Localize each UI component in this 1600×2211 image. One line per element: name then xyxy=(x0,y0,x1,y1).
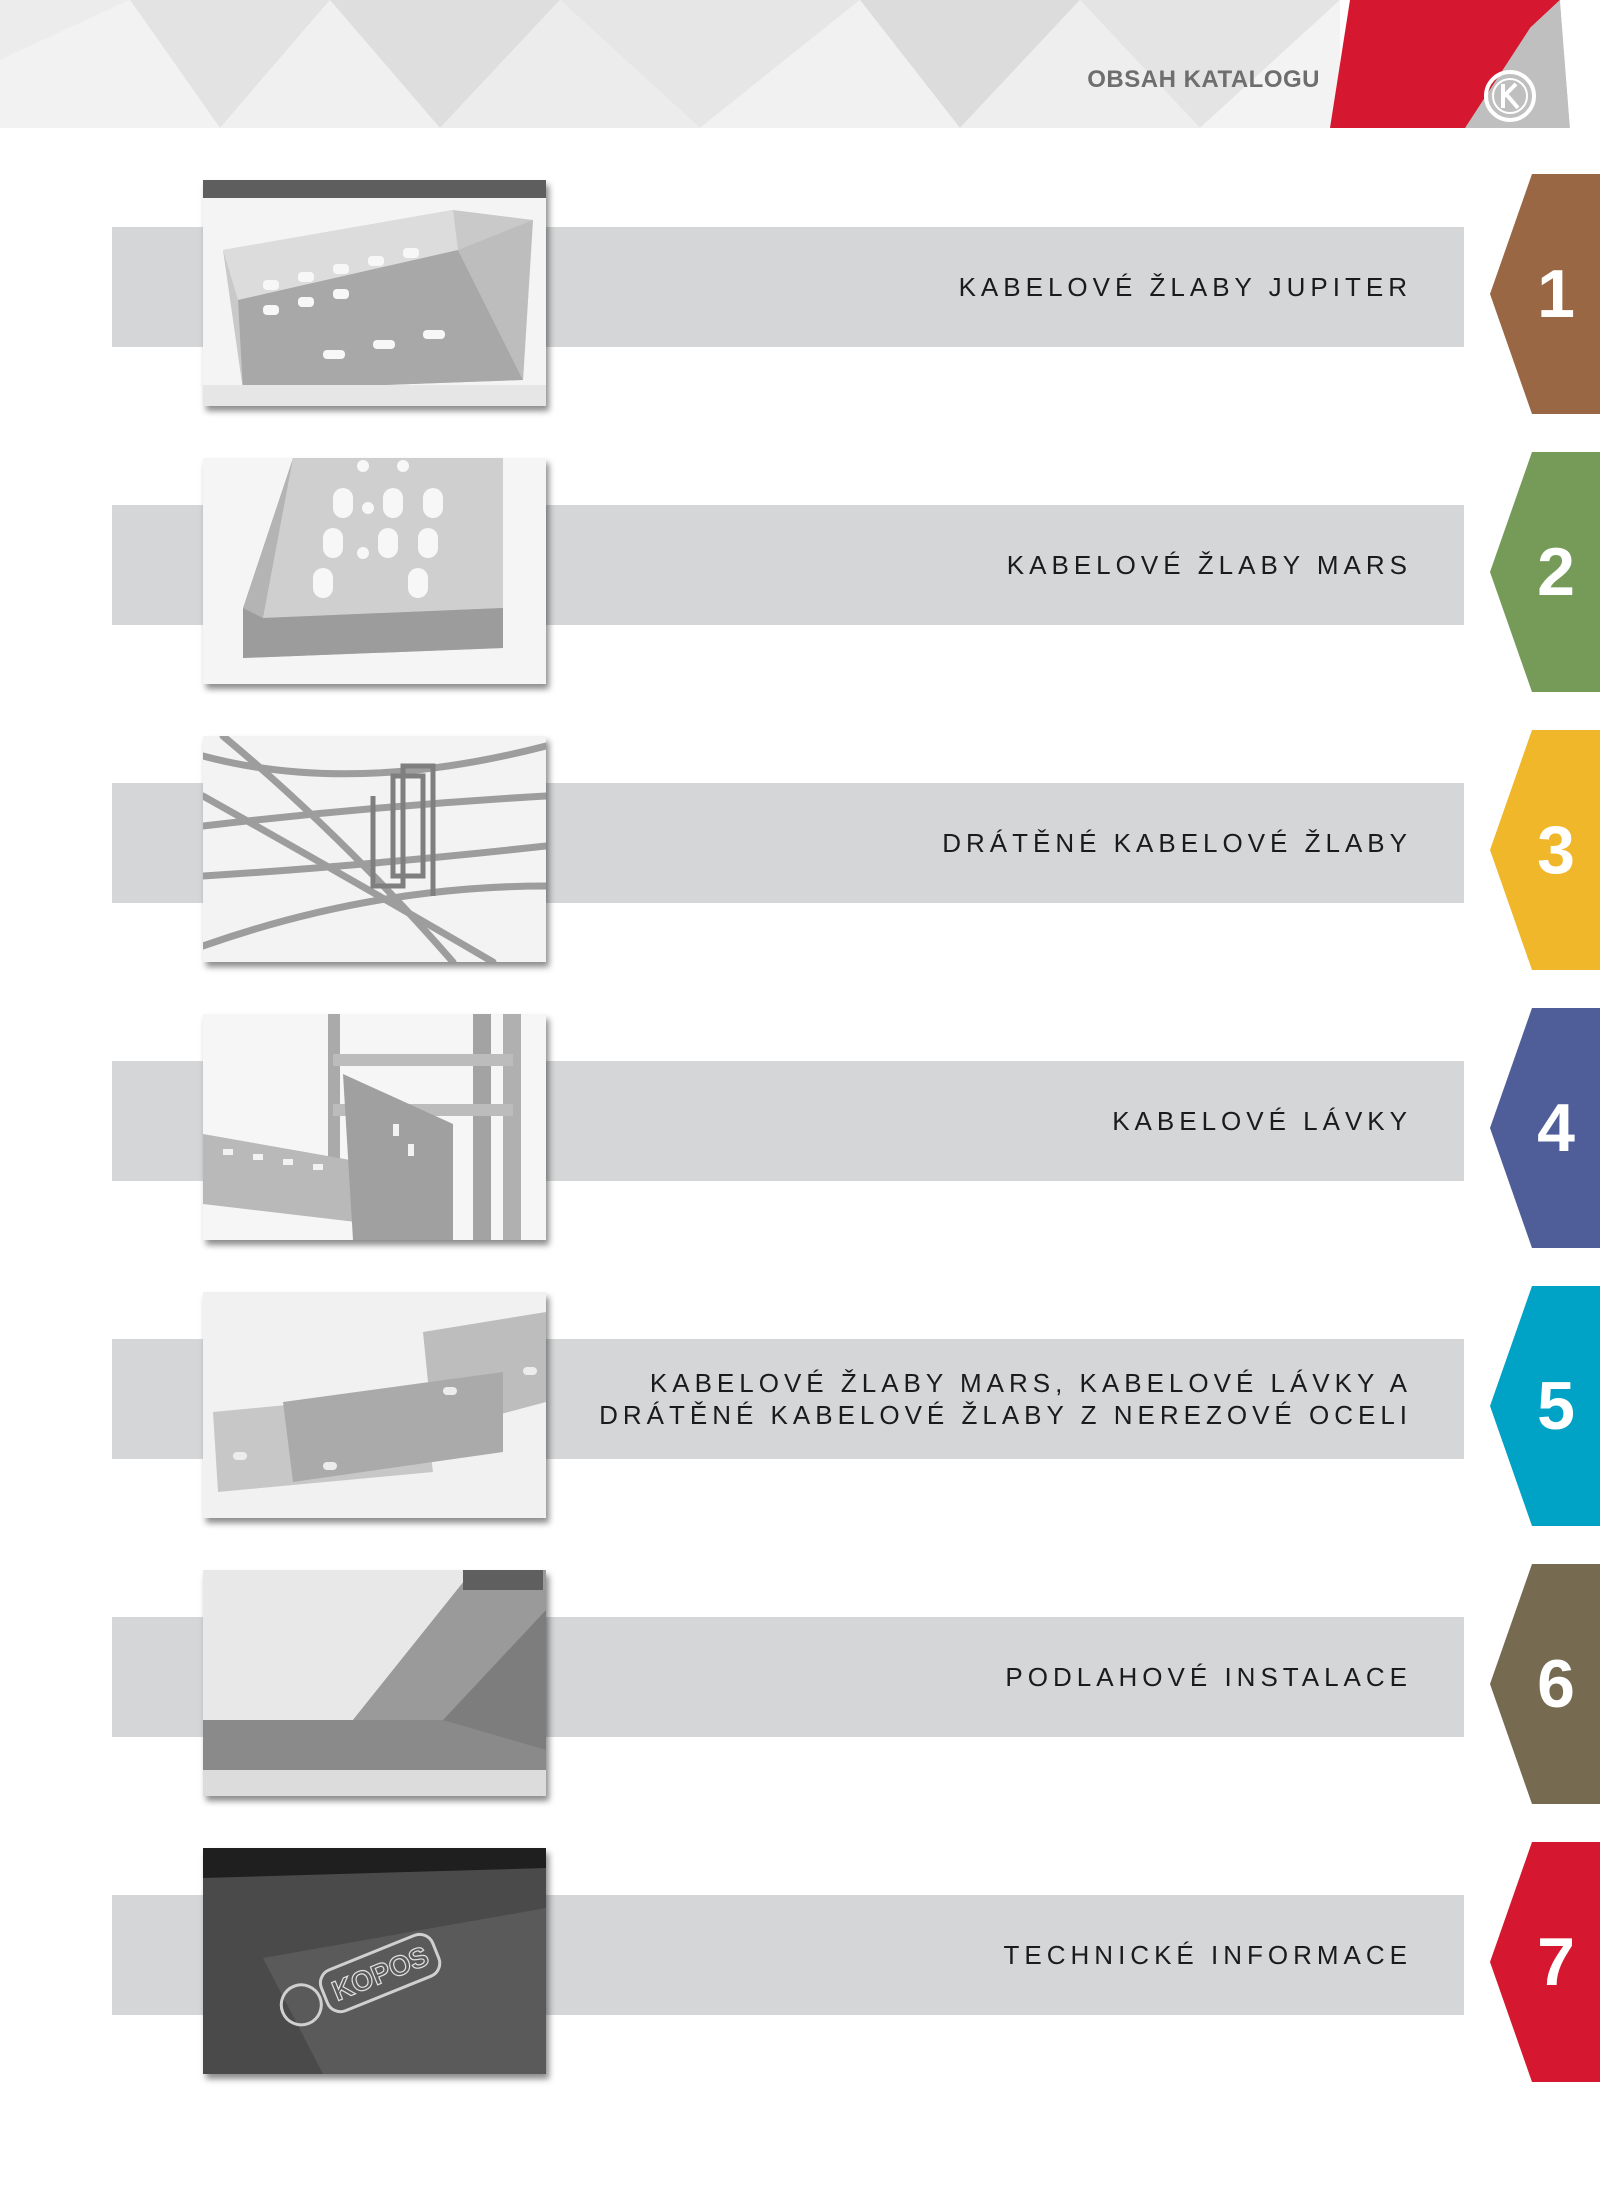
catalog-contents-title: OBSAH KATALOGU xyxy=(1087,66,1320,93)
section-7[interactable] xyxy=(0,1842,1600,2082)
section-number-marker[interactable] xyxy=(1490,1564,1600,1804)
wire-mesh-tray-photo xyxy=(203,736,546,962)
header-red-flag xyxy=(1330,0,1600,128)
stainless-tray-photo xyxy=(203,1292,546,1518)
section-3[interactable] xyxy=(0,730,1600,970)
cable-ladder-photo xyxy=(203,1014,546,1240)
section-2[interactable] xyxy=(0,452,1600,692)
section-number: 7 xyxy=(1537,1924,1575,2000)
section-number: 5 xyxy=(1537,1368,1575,1444)
section-label: DRÁTĚNÉ KABELOVÉ ŽLABY xyxy=(942,828,1412,858)
section-label: KABELOVÉ ŽLABY JUPITER xyxy=(958,272,1412,302)
section-number: 2 xyxy=(1537,534,1575,610)
svg-text:KOPOS: KOPOS xyxy=(327,1940,433,2007)
kopos-logo-plate-photo xyxy=(203,1848,546,2074)
section-label: TECHNICKÉ INFORMACE xyxy=(1003,1940,1412,1970)
section-number-marker[interactable] xyxy=(1490,1286,1600,1526)
section-number: 6 xyxy=(1537,1646,1575,1722)
perforated-cable-tray-photo xyxy=(203,180,546,406)
section-5[interactable] xyxy=(0,1286,1600,1526)
section-number-marker[interactable] xyxy=(1490,174,1600,414)
section-label: KABELOVÉ ŽLABY MARS xyxy=(1006,550,1412,580)
section-number-marker[interactable] xyxy=(1490,452,1600,692)
perforated-cable-tray-photo xyxy=(203,458,546,684)
section-number: 1 xyxy=(1537,256,1575,332)
section-label: KABELOVÉ LÁVKY xyxy=(1112,1106,1412,1136)
section-4[interactable] xyxy=(0,1008,1600,1248)
section-1[interactable] xyxy=(0,174,1600,414)
section-6[interactable] xyxy=(0,1564,1600,1804)
section-number: 3 xyxy=(1537,812,1575,888)
section-number: 4 xyxy=(1537,1090,1575,1166)
kopos-k-icon xyxy=(1486,72,1534,120)
section-number-marker[interactable] xyxy=(1490,1008,1600,1248)
section-label: KABELOVÉ ŽLABY MARS, KABELOVÉ LÁVKY A DRÁTĚNÉ KABELOVÉ ŽLABY Z NEREZOVÉ OCELI xyxy=(599,1368,1412,1430)
section-number-marker[interactable] xyxy=(1490,1842,1600,2082)
section-label: PODLAHOVÉ INSTALACE xyxy=(1005,1662,1412,1692)
section-number-marker[interactable] xyxy=(1490,730,1600,970)
floor-box-photo xyxy=(203,1570,546,1796)
